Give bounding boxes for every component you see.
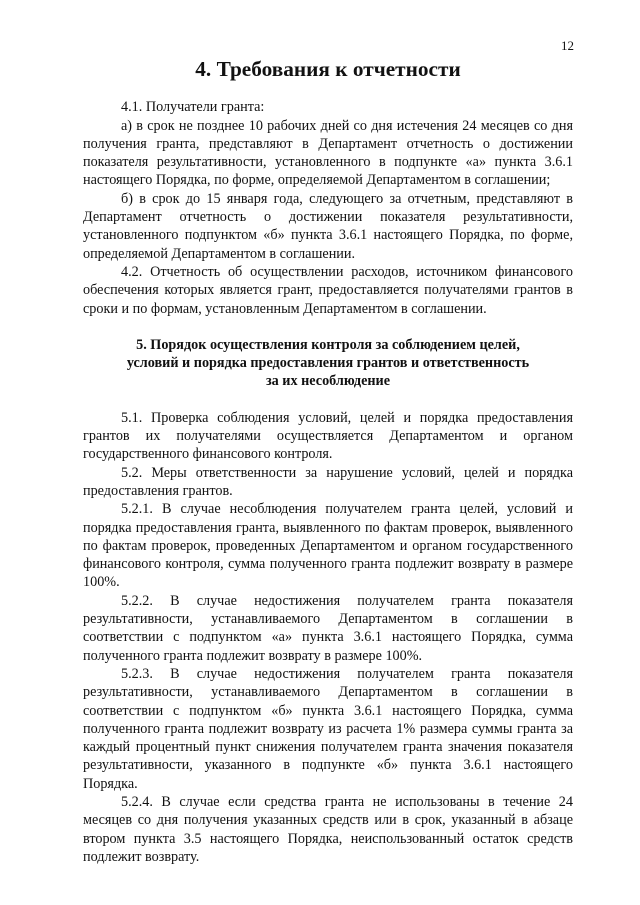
section-5-heading-line-1: 5. Порядок осуществления контроля за соблюдением целей, [136, 336, 520, 353]
document-body [83, 57, 573, 866]
paragraph-5-2-4: 5.2.4. В случае если средства гранта не использованы в течение 24 месяцев со дня получения указанных средств или в срок, указанный в абзаце втором пункта 3.5 настоящего Порядка, неиспользованный остаток средств подлежит возврату. [83, 793, 573, 865]
paragraph-5-2-2: 5.2.2. В случае недостижения получателем гранта показателя результативности, устанавливаемого Департаментом в соглашении в соответствии с подпунктом «а» пункта 3.6.1 настоящего Порядка, сумма полученного гранта подлежит возврату в размере 100%. [83, 592, 573, 664]
paragraph-4-1-a: а) в срок не позднее 10 рабочих дней со дня истечения 24 месяцев со дня получения гранта, представляют в Департамент отчетность о достижении показателя результативности, установленного в подпункте «а» пункта 3.6.1 настоящего Порядка, по форме, определяемой Департаментом в соглашении; [83, 117, 573, 189]
paragraph-4-2: 4.2. Отчетность об осуществлении расходов, источником финансового обеспечения которых является грант, предоставляется получателями грантов в сроки и по формам, установленным Департаментом в соглашении. [83, 263, 573, 317]
paragraph-4-1: 4.1. Получатели гранта: [121, 99, 265, 116]
paragraph-5-2-1: 5.2.1. В случае несоблюдения получателем гранта целей, условий и порядка предоставления гранта, выявленного по фактам проверок, выявленного по фактам проверок, проведенных Департаментом и органом государственного финансового контроля, сумма полученного гранта подлежит возврату в размере 100%. [83, 501, 573, 591]
paragraph-5-2-3: 5.2.3. В случае недостижения получателем гранта показателя результативности, устанавливаемого Департаментом в соглашении в соответствии с подпунктом «б» пункта 3.6.1 настоящего Порядка, сумма полученного гранта подлежит возврату из расчета 1% размера суммы гранта за каждый процентный пункт снижения получателем гранта значения показателя результативности, указанного в подпункте «б» пункта 3.6.1 настоящего Порядка. [83, 665, 573, 792]
section-5-heading [83, 336, 573, 391]
section-5-heading-line-3: за их несоблюдение [265, 373, 391, 390]
section-5-heading-line-2: условий и порядка предоставления грантов и ответственность [126, 355, 530, 372]
paragraph-4-1-b: б) в срок до 15 января года, следующего за отчетным, представляют в Департамент отчетность о достижении показателя результативности, установленного подпунктом «б» пункта 3.6.1 настоящего Порядка, по форме, определяемой Департаментом в соглашении. [83, 190, 573, 262]
page-number: 12 [561, 38, 574, 53]
paragraph-5-1: 5.1. Проверка соблюдения условий, целей и порядка предоставления грантов их получателями осуществляется Департаментом и органом государственного финансового контроля. [83, 409, 573, 463]
paragraph-5-2: 5.2. Меры ответственности за нарушение условий, целей и порядка предоставления грантов. [83, 464, 573, 499]
section-4-heading: 4. Требования к отчетности [195, 57, 461, 81]
